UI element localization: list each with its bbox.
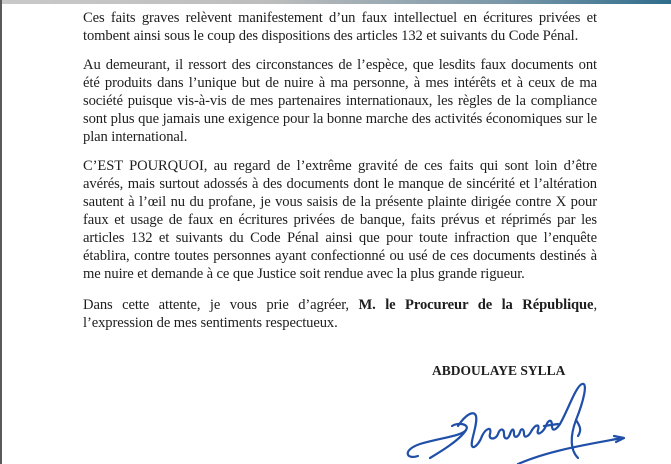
- handwritten-signature-icon: [400, 380, 630, 464]
- closing-addressee: M. le Procureur de la République: [358, 297, 594, 313]
- page-top-edge: [0, 0, 671, 4]
- page-left-edge: [0, 0, 2, 464]
- letter-body: [83, 9, 597, 343]
- paragraph-circumstances: Au demeurant, il ressort des circonstances de l’espèce, que lesdits faux documents ont été produits dans l’unique but de nuire à ma personne, à mes intérêts et à ceux de ma société puisque vis-à-vis de mes partenaires internationaux, les règles de la compliance sont plus que jamais une exigence pour la bonne marche des activités économiques sur le plan international.: [83, 57, 597, 145]
- paragraph-closing: [83, 296, 597, 332]
- paragraph-complaint: C’EST POURQUOI, au regard de l’extrême gravité de ces faits qui sont loin d’être avérés, mais surtout adossés à des documents dont le manque de sincérité et l’altération sautent à l’œil nu du profane, je vous saisis de la présente plainte dirigée contre X pour faux et usage de faux en écritures privées de banque, faits prévus et réprimés par les articles 132 et suivants du Code Pénal ainsi que pour toute infraction que l’enquête établira, contre toutes personnes ayant confectionné ou usé de ces documents destinés à me nuire et demande à ce que Justice soit rendue avec la plus grande rigueur.: [83, 158, 597, 282]
- signatory-name: ABDOULAYE SYLLA: [432, 363, 566, 378]
- paragraph-forgery-statement: Ces faits graves relèvent manifestement d’un faux intellectuel en écritures privées et tombent ainsi sous le coup des dispositions des articles 132 et suivants du Code Pénal.: [83, 10, 597, 44]
- closing-text-after: , l’expression de mes sentiments respectueux.: [83, 297, 597, 331]
- closing-text-before: Dans cette attente, je vous prie d’agréer,: [83, 297, 359, 313]
